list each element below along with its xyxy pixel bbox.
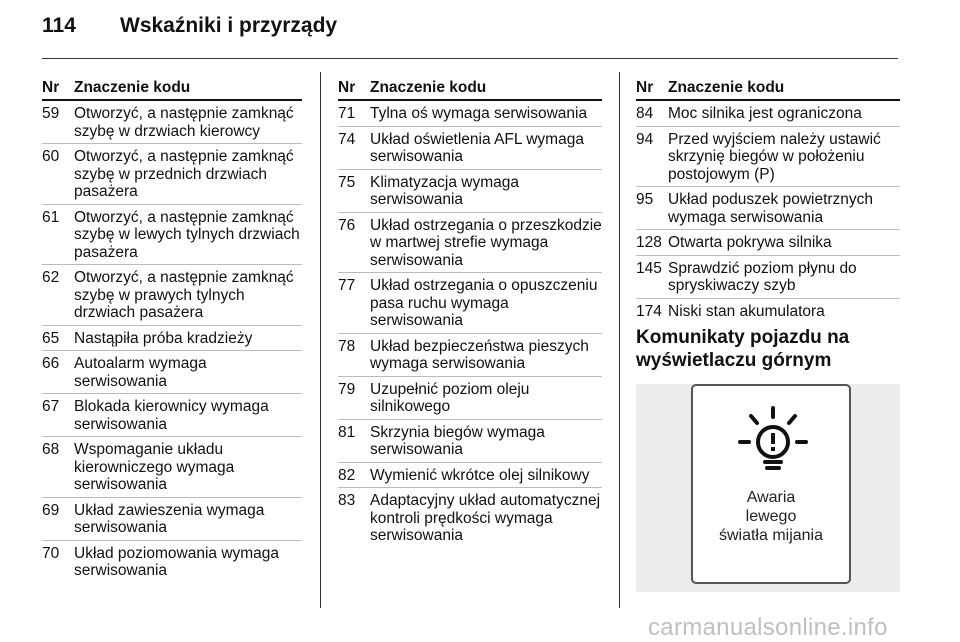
table-header xyxy=(42,79,302,101)
code-meaning: Adaptacyjny układ automatycznej kontroli prędkości wymaga serwisowania xyxy=(370,492,601,544)
code-nr: 70 xyxy=(42,544,60,562)
bulb-warning-icon xyxy=(737,404,809,476)
code-meaning: Moc silnika jest ograniczona xyxy=(668,105,862,122)
code-nr: 62 xyxy=(42,269,60,286)
code-nr: 95 xyxy=(636,191,654,208)
table-row xyxy=(338,127,602,170)
table-row xyxy=(42,205,302,266)
code-meaning: Układ ostrzegania o opuszczeniu pasa ruchu wymaga serwisowania xyxy=(370,277,598,329)
watermark: carmanualsonline.info xyxy=(648,614,888,641)
code-meaning: Układ bezpieczeństwa pieszych wymaga serwisowania xyxy=(370,337,589,372)
code-meaning: Wymienić wkrótce olej silnikowy xyxy=(370,466,590,484)
code-meaning: Nastąpiła próba kradzieży xyxy=(74,329,253,347)
code-nr: 74 xyxy=(338,130,356,148)
code-nr: 174 xyxy=(636,302,662,320)
code-nr: 78 xyxy=(338,337,356,355)
table-row xyxy=(338,420,602,463)
section-heading-line-1: Komunikaty pojazdu na xyxy=(636,327,850,348)
display-message xyxy=(693,488,849,545)
table-header-nr: Nr xyxy=(338,79,356,96)
code-table-col-3 xyxy=(636,79,900,323)
table-header xyxy=(338,79,602,101)
table-row xyxy=(636,127,900,188)
code-nr: 69 xyxy=(42,501,60,519)
code-nr: 76 xyxy=(338,216,356,234)
code-nr: 71 xyxy=(338,105,356,122)
code-nr: 81 xyxy=(338,423,356,441)
header-rule xyxy=(42,58,898,59)
display-message-line-2: lewego xyxy=(745,508,797,525)
table-header-nr: Nr xyxy=(42,79,60,96)
code-nr: 82 xyxy=(338,466,356,484)
table-row xyxy=(338,273,602,334)
code-meaning: Blokada kierownicy wymaga serwisowania xyxy=(74,398,269,433)
code-nr: 94 xyxy=(636,130,654,148)
table-row xyxy=(42,326,302,352)
table-row xyxy=(42,265,302,326)
code-meaning: Otworzyć, a następnie zamknąć szybę w przednich drzwiach pasażera xyxy=(74,148,294,200)
code-meaning: Układ oświetlenia AFL wymaga serwisowania xyxy=(370,130,584,165)
code-meaning: Układ poduszek powietrznych wymaga serwisowania xyxy=(668,191,874,226)
table-header xyxy=(636,79,900,101)
table-row xyxy=(636,101,900,127)
code-nr: 84 xyxy=(636,105,654,122)
table-row xyxy=(42,498,302,541)
code-nr: 77 xyxy=(338,277,356,294)
code-table-col-1 xyxy=(42,79,302,583)
code-meaning: Otworzyć, a następnie zamknąć szybę w drzwiach kierowcy xyxy=(74,105,294,140)
code-meaning: Niski stan akumulatora xyxy=(668,302,825,320)
table-row xyxy=(42,437,302,498)
code-meaning: Otworzyć, a następnie zamknąć szybę w prawych tylnych drzwiach pasażera xyxy=(74,269,294,321)
code-nr: 128 xyxy=(636,234,662,251)
table-header-meaning: Znaczenie kodu xyxy=(370,79,487,96)
code-nr: 60 xyxy=(42,148,60,165)
display-message-line-1: Awaria xyxy=(746,489,796,506)
table-row xyxy=(636,187,900,230)
table-row xyxy=(338,334,602,377)
head-up-display xyxy=(691,384,851,584)
table-row xyxy=(338,377,602,420)
code-nr: 65 xyxy=(42,329,60,347)
code-meaning: Klimatyzacja wymaga serwisowania xyxy=(370,173,520,208)
section-heading xyxy=(636,326,896,372)
code-table-col-2 xyxy=(338,79,602,548)
display-illustration xyxy=(636,384,900,592)
code-nr: 59 xyxy=(42,105,60,122)
code-meaning: Skrzynia biegów wymaga serwisowania xyxy=(370,423,545,458)
code-nr: 68 xyxy=(42,441,60,458)
table-row xyxy=(42,101,302,144)
code-nr: 75 xyxy=(338,173,356,191)
section-heading-line-2: wyświetlaczu górnym xyxy=(636,350,832,371)
code-meaning: Układ poziomowania wymaga serwisowania xyxy=(74,544,280,579)
table-row xyxy=(338,101,602,127)
table-row xyxy=(42,351,302,394)
code-meaning: Wspomaganie układu kierowniczego wymaga serwisowania xyxy=(74,441,235,493)
table-row xyxy=(42,541,302,583)
table-row xyxy=(338,213,602,274)
code-nr: 67 xyxy=(42,398,60,415)
code-meaning: Przed wyjściem należy ustawić skrzynię biegów w położeniu postojowym (P) xyxy=(668,130,881,183)
page-number: 114 xyxy=(42,14,76,37)
table-row xyxy=(338,170,602,213)
code-meaning: Uzupełnić poziom oleju silnikowego xyxy=(370,380,530,415)
table-row xyxy=(636,230,900,256)
page-header xyxy=(42,14,337,38)
code-meaning: Otwarta pokrywa silnika xyxy=(668,234,832,251)
code-nr: 83 xyxy=(338,492,356,509)
code-meaning: Sprawdzić poziom płynu do spryskiwaczy szyb xyxy=(668,259,857,294)
table-row xyxy=(42,394,302,437)
table-header-nr: Nr xyxy=(636,79,654,96)
table-row xyxy=(636,256,900,299)
code-meaning: Układ ostrzegania o przeszkodzie w martwej strefie wymaga serwisowania xyxy=(370,216,602,269)
table-header-meaning: Znaczenie kodu xyxy=(668,79,785,96)
code-nr: 66 xyxy=(42,355,60,372)
table-row xyxy=(338,488,602,548)
code-nr: 79 xyxy=(338,380,356,398)
code-meaning: Układ zawieszenia wymaga serwisowania xyxy=(74,501,265,536)
page-title: Wskaźniki i przyrządy xyxy=(120,14,338,37)
column-divider xyxy=(320,72,321,608)
code-meaning: Otworzyć, a następnie zamknąć szybę w lewych tylnych drzwiach pasażera xyxy=(74,208,300,261)
code-meaning: Tylna oś wymaga serwisowania xyxy=(370,105,588,122)
code-meaning: Autoalarm wymaga serwisowania xyxy=(74,355,207,390)
column-divider xyxy=(619,72,620,608)
table-row xyxy=(338,463,602,489)
display-message-line-3: światła mijania xyxy=(718,527,824,544)
code-nr: 145 xyxy=(636,259,662,277)
table-row xyxy=(636,299,900,324)
table-header-meaning: Znaczenie kodu xyxy=(74,79,191,96)
code-nr: 61 xyxy=(42,208,60,226)
table-row xyxy=(42,144,302,205)
